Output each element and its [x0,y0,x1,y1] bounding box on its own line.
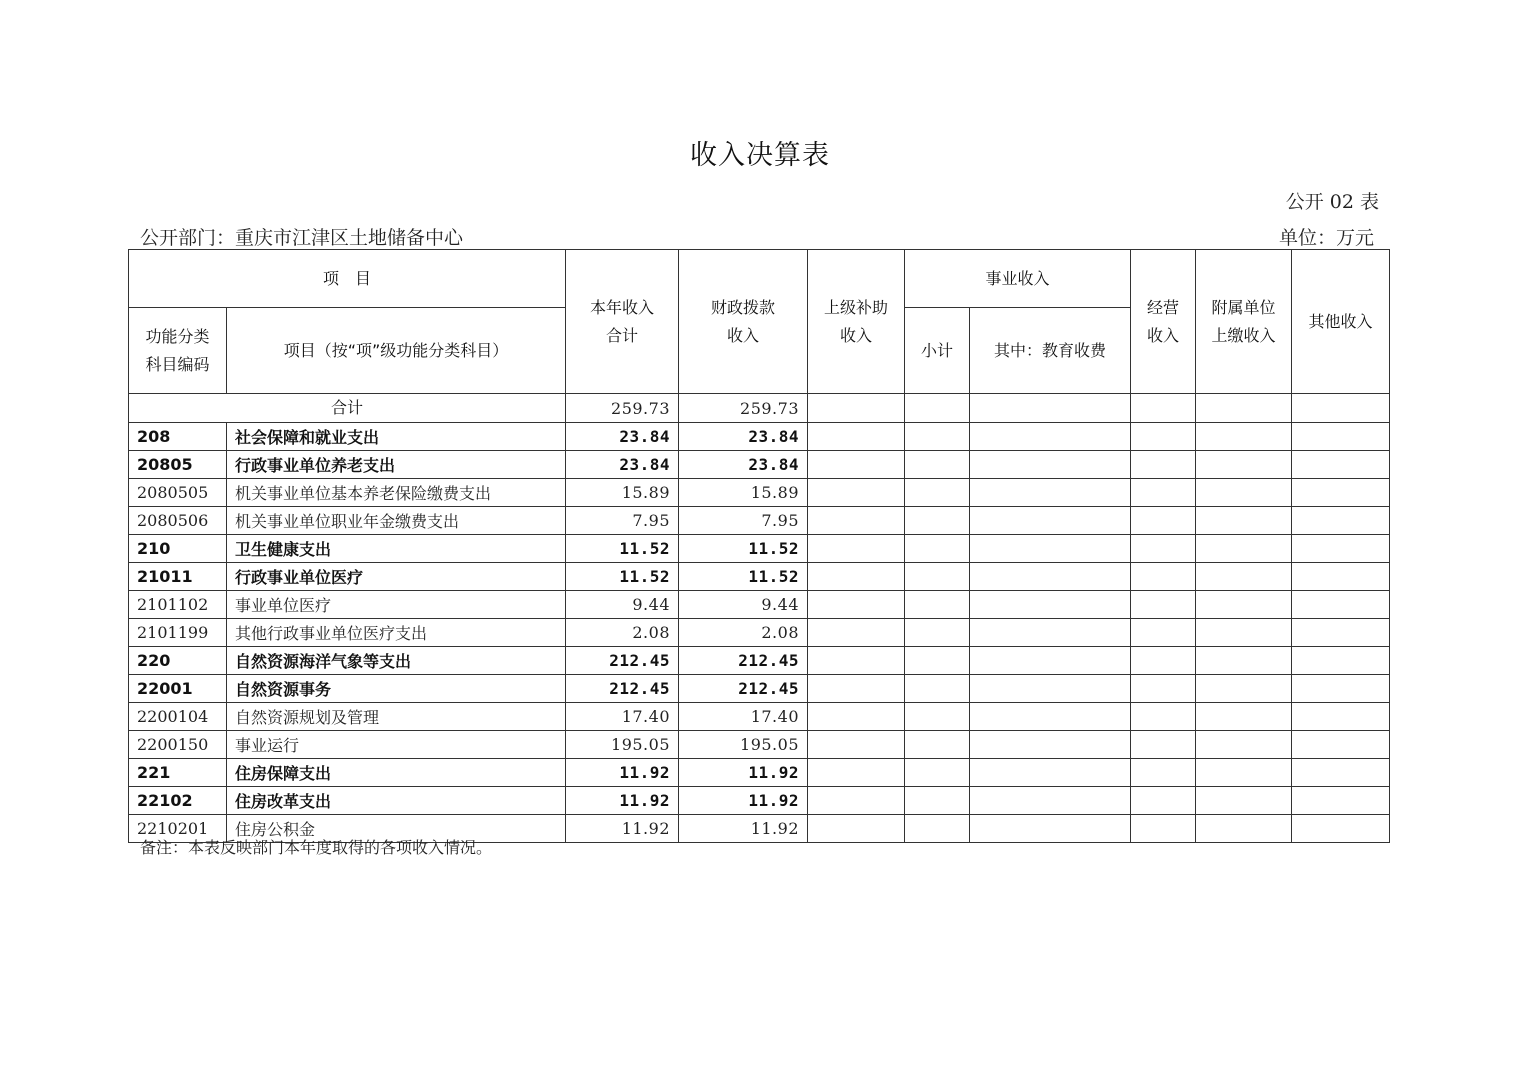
row-code: 22001 [129,675,227,703]
row-total: 17.40 [566,703,679,731]
row-name: 住房保障支出 [227,759,566,787]
empty-cell [808,647,905,675]
table-row [129,423,1390,451]
row-total: 11.92 [566,759,679,787]
empty-cell [905,675,970,703]
empty-cell [808,394,905,423]
empty-cell [1196,759,1292,787]
empty-cell [1131,535,1196,563]
empty-cell [1131,394,1196,423]
empty-cell [1131,731,1196,759]
header-fiscal: 财政拨款收入 [679,250,808,394]
empty-cell [808,563,905,591]
row-name: 机关事业单位基本养老保险缴费支出 [227,479,566,507]
footnote: 备注：本表反映部门本年度取得的各项收入情况。 [140,838,493,857]
empty-cell [970,423,1131,451]
empty-cell [1292,535,1390,563]
empty-cell [808,731,905,759]
empty-cell [1196,507,1292,535]
row-code: 2200150 [129,731,227,759]
empty-cell [808,591,905,619]
header-business-edu: 其中：教育收费 [970,308,1131,394]
summary-row [129,394,1390,423]
empty-cell [1131,479,1196,507]
empty-cell [1131,759,1196,787]
empty-cell [970,787,1131,815]
row-fiscal: 212.45 [679,675,808,703]
empty-cell [1292,479,1390,507]
row-code: 221 [129,759,227,787]
row-name: 卫生健康支出 [227,535,566,563]
empty-cell [970,731,1131,759]
empty-cell [970,563,1131,591]
empty-cell [905,787,970,815]
empty-cell [970,479,1131,507]
empty-cell [1292,507,1390,535]
row-code: 20805 [129,451,227,479]
row-name: 住房改革支出 [227,787,566,815]
empty-cell [1292,563,1390,591]
row-total: 212.45 [566,675,679,703]
empty-cell [1131,787,1196,815]
row-name: 行政事业单位养老支出 [227,451,566,479]
row-fiscal: 23.84 [679,451,808,479]
empty-cell [1196,451,1292,479]
row-total: 195.05 [566,731,679,759]
summary-label: 合计 [129,394,566,423]
row-fiscal: 11.52 [679,563,808,591]
row-fiscal: 11.92 [679,815,808,843]
empty-cell [1292,815,1390,843]
empty-cell [808,479,905,507]
empty-cell [970,591,1131,619]
page-title: 收入决算表 [690,140,830,171]
empty-cell [1292,591,1390,619]
row-fiscal: 195.05 [679,731,808,759]
row-fiscal: 11.92 [679,787,808,815]
row-name: 社会保障和就业支出 [227,423,566,451]
empty-cell [905,731,970,759]
row-total: 23.84 [566,423,679,451]
empty-cell [905,759,970,787]
header-item: 项 目 [129,250,566,308]
empty-cell [1131,423,1196,451]
row-code: 220 [129,647,227,675]
header-other: 其他收入 [1292,250,1390,394]
empty-cell [1131,563,1196,591]
row-code: 2101199 [129,619,227,647]
header-code: 功能分类科目编码 [129,308,227,394]
empty-cell [905,563,970,591]
empty-cell [1292,423,1390,451]
row-total: 11.92 [566,815,679,843]
empty-cell [970,507,1131,535]
empty-cell [1131,451,1196,479]
header-business-subtotal: 小计 [905,308,970,394]
table-row [129,647,1390,675]
table-row [129,759,1390,787]
row-name: 机关事业单位职业年金缴费支出 [227,507,566,535]
summary-total: 259.73 [566,394,679,423]
empty-cell [1196,423,1292,451]
table-row [129,787,1390,815]
empty-cell [808,451,905,479]
empty-cell [1292,787,1390,815]
empty-cell [1131,815,1196,843]
empty-cell [1292,619,1390,647]
empty-cell [1292,675,1390,703]
row-code: 2210201 [129,815,227,843]
empty-cell [905,703,970,731]
table-row [129,675,1390,703]
row-total: 2.08 [566,619,679,647]
row-fiscal: 15.89 [679,479,808,507]
empty-cell [808,423,905,451]
empty-cell [1292,759,1390,787]
empty-cell [1196,394,1292,423]
empty-cell [808,535,905,563]
empty-cell [1292,703,1390,731]
empty-cell [808,619,905,647]
empty-cell [1196,647,1292,675]
header-operating: 经营收入 [1131,250,1196,394]
row-name: 事业单位医疗 [227,591,566,619]
empty-cell [970,451,1131,479]
row-total: 212.45 [566,647,679,675]
header-name: 项目（按“项”级功能分类科目） [227,308,566,394]
empty-cell [905,479,970,507]
row-total: 11.92 [566,787,679,815]
row-fiscal: 11.92 [679,759,808,787]
row-code: 2200104 [129,703,227,731]
empty-cell [1196,675,1292,703]
empty-cell [1292,731,1390,759]
table-row [129,591,1390,619]
table-row [129,535,1390,563]
empty-cell [1131,647,1196,675]
unit-label: 单位：万元 [1278,227,1374,249]
empty-cell [1131,591,1196,619]
empty-cell [808,787,905,815]
row-code: 2101102 [129,591,227,619]
empty-cell [808,759,905,787]
empty-cell [1131,619,1196,647]
row-code: 21011 [129,563,227,591]
empty-cell [905,815,970,843]
empty-cell [970,759,1131,787]
empty-cell [905,535,970,563]
row-total: 11.52 [566,535,679,563]
empty-cell [1292,647,1390,675]
empty-cell [905,423,970,451]
income-table [128,249,1390,843]
table-row [129,731,1390,759]
empty-cell [970,394,1131,423]
table-row [129,619,1390,647]
empty-cell [905,394,970,423]
row-total: 7.95 [566,507,679,535]
empty-cell [1292,394,1390,423]
row-fiscal: 7.95 [679,507,808,535]
empty-cell [1196,563,1292,591]
row-code: 2080506 [129,507,227,535]
row-fiscal: 2.08 [679,619,808,647]
empty-cell [1196,815,1292,843]
table-row [129,703,1390,731]
table-row [129,479,1390,507]
empty-cell [1196,703,1292,731]
row-fiscal: 212.45 [679,647,808,675]
header-affiliated: 附属单位上缴收入 [1196,250,1292,394]
row-name: 其他行政事业单位医疗支出 [227,619,566,647]
row-name: 自然资源海洋气象等支出 [227,647,566,675]
empty-cell [808,675,905,703]
empty-cell [1292,451,1390,479]
empty-cell [1196,591,1292,619]
empty-cell [970,703,1131,731]
table-row [129,563,1390,591]
empty-cell [905,647,970,675]
empty-cell [905,451,970,479]
row-name: 行政事业单位医疗 [227,563,566,591]
empty-cell [1196,535,1292,563]
table-row [129,451,1390,479]
header-total: 本年收入合计 [566,250,679,394]
form-number: 公开 02 表 [1285,191,1379,213]
empty-cell [1131,507,1196,535]
empty-cell [905,591,970,619]
empty-cell [970,619,1131,647]
empty-cell [970,647,1131,675]
empty-cell [1196,479,1292,507]
empty-cell [970,675,1131,703]
row-name: 住房公积金 [227,815,566,843]
empty-cell [1196,787,1292,815]
row-total: 23.84 [566,451,679,479]
empty-cell [1196,731,1292,759]
row-total: 9.44 [566,591,679,619]
summary-fiscal: 259.73 [679,394,808,423]
header-superior: 上级补助收入 [808,250,905,394]
table-row [129,507,1390,535]
empty-cell [808,507,905,535]
row-code: 210 [129,535,227,563]
department-label: 公开部门：重庆市江津区土地储备中心 [140,227,464,249]
row-total: 11.52 [566,563,679,591]
header-business: 事业收入 [905,250,1131,308]
row-name: 自然资源规划及管理 [227,703,566,731]
empty-cell [808,815,905,843]
empty-cell [905,507,970,535]
row-code: 208 [129,423,227,451]
empty-cell [970,815,1131,843]
row-code: 2080505 [129,479,227,507]
empty-cell [905,619,970,647]
empty-cell [970,535,1131,563]
row-code: 22102 [129,787,227,815]
row-name: 自然资源事务 [227,675,566,703]
empty-cell [1196,619,1292,647]
row-total: 15.89 [566,479,679,507]
empty-cell [1131,675,1196,703]
row-name: 事业运行 [227,731,566,759]
empty-cell [808,703,905,731]
row-fiscal: 9.44 [679,591,808,619]
row-fiscal: 11.52 [679,535,808,563]
row-fiscal: 23.84 [679,423,808,451]
empty-cell [1131,703,1196,731]
row-fiscal: 17.40 [679,703,808,731]
